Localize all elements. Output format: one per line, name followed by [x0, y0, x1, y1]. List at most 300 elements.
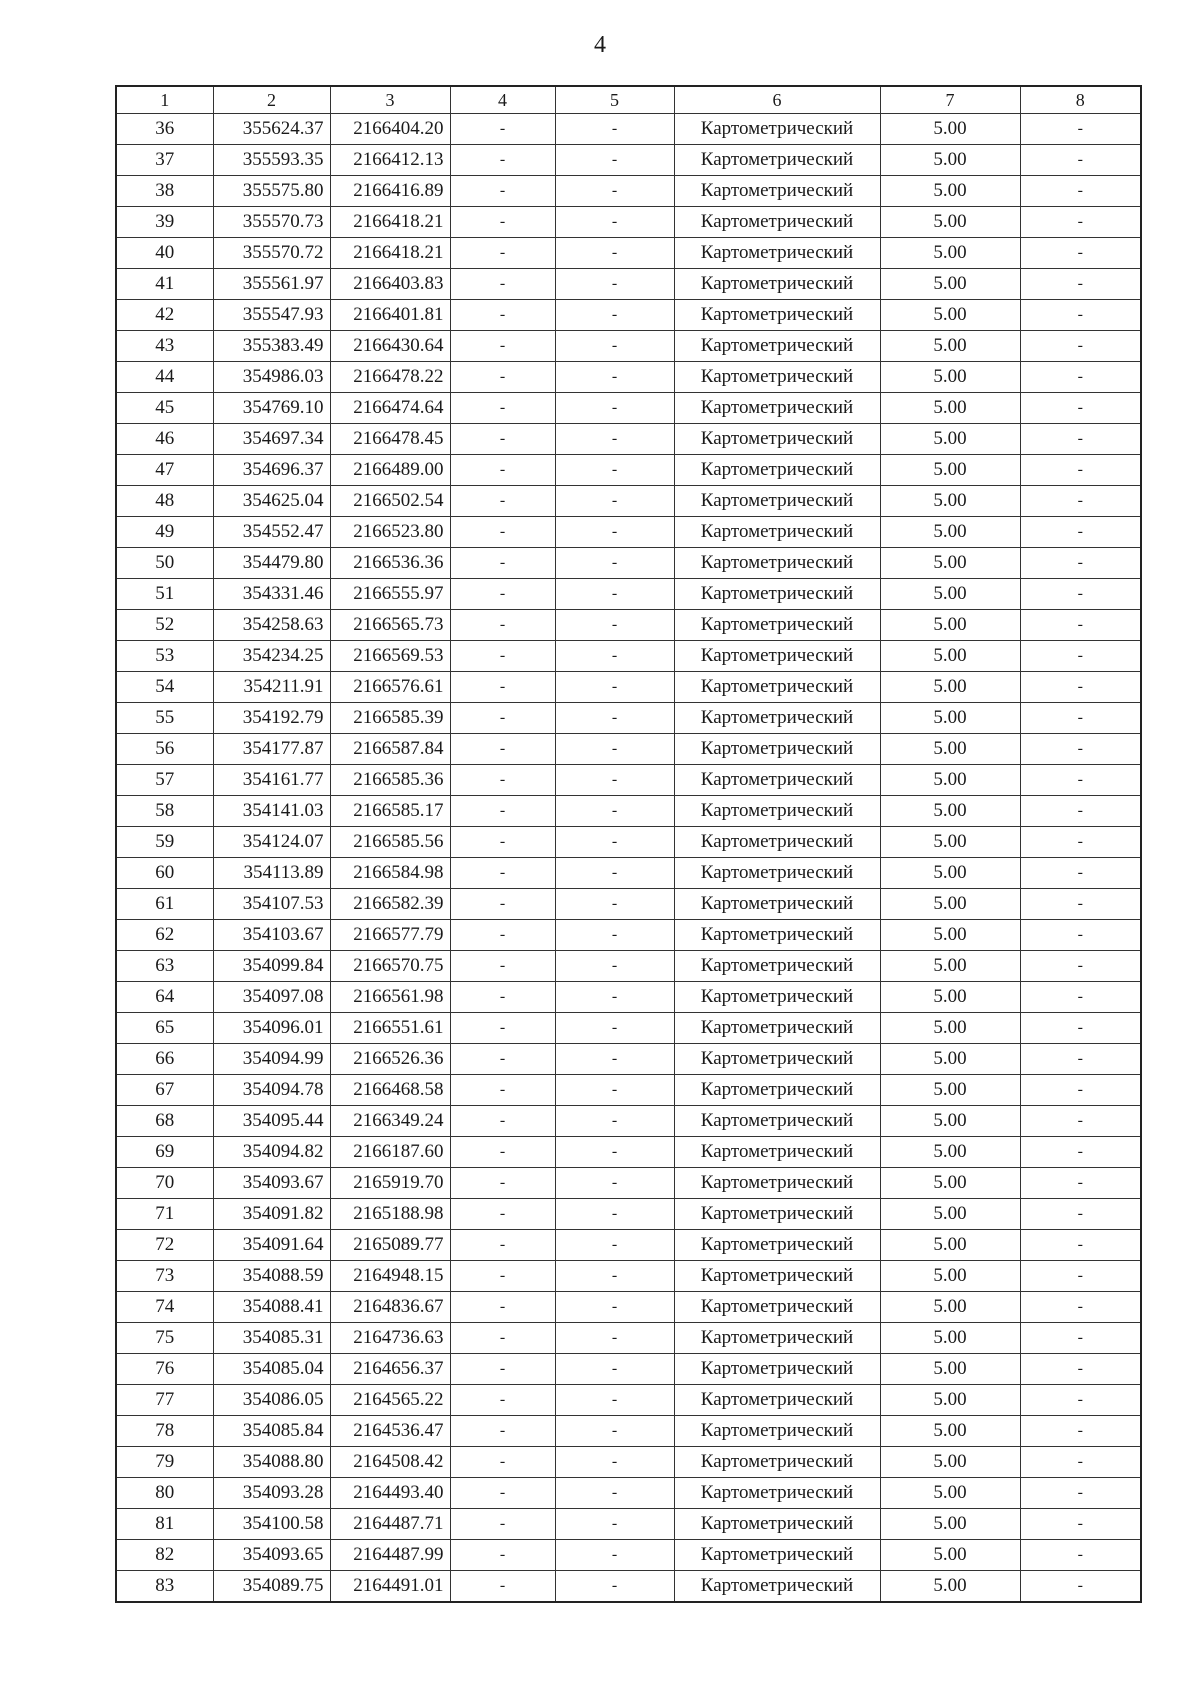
column-4-cell: - [450, 455, 555, 486]
x-coordinate-cell: 355383.49 [213, 331, 330, 362]
column-5-cell: - [555, 1013, 674, 1044]
accuracy-cell: 5.00 [880, 145, 1020, 176]
method-cell: Картометрический [674, 455, 880, 486]
table-header-row [116, 86, 1141, 114]
column-4-cell: - [450, 1292, 555, 1323]
column-5-cell: - [555, 1292, 674, 1323]
point-number-cell: 66 [116, 1044, 213, 1075]
y-coordinate-cell: 2164656.37 [330, 1354, 450, 1385]
x-coordinate-cell: 354192.79 [213, 703, 330, 734]
x-coordinate-cell: 354085.84 [213, 1416, 330, 1447]
table-row [116, 982, 1141, 1013]
accuracy-cell: 5.00 [880, 703, 1020, 734]
column-8-cell: - [1020, 1075, 1141, 1106]
y-coordinate-cell: 2166582.39 [330, 889, 450, 920]
column-4-cell: - [450, 393, 555, 424]
column-5-cell: - [555, 548, 674, 579]
x-coordinate-cell: 354088.80 [213, 1447, 330, 1478]
point-number-cell: 41 [116, 269, 213, 300]
column-4-cell: - [450, 1354, 555, 1385]
point-number-cell: 37 [116, 145, 213, 176]
y-coordinate-cell: 2166536.36 [330, 548, 450, 579]
column-8-cell: - [1020, 1571, 1141, 1603]
y-coordinate-cell: 2166561.98 [330, 982, 450, 1013]
y-coordinate-cell: 2165919.70 [330, 1168, 450, 1199]
x-coordinate-cell: 355624.37 [213, 114, 330, 145]
x-coordinate-cell: 354088.59 [213, 1261, 330, 1292]
column-4-cell: - [450, 734, 555, 765]
x-coordinate-cell: 354094.82 [213, 1137, 330, 1168]
y-coordinate-cell: 2166401.81 [330, 300, 450, 331]
table-row [116, 858, 1141, 889]
y-coordinate-cell: 2164948.15 [330, 1261, 450, 1292]
column-4-cell: - [450, 641, 555, 672]
x-coordinate-cell: 354986.03 [213, 362, 330, 393]
method-cell: Картометрический [674, 1447, 880, 1478]
method-cell: Картометрический [674, 672, 880, 703]
column-5-cell: - [555, 796, 674, 827]
accuracy-cell: 5.00 [880, 1230, 1020, 1261]
column-8-cell: - [1020, 827, 1141, 858]
point-number-cell: 49 [116, 517, 213, 548]
column-8-cell: - [1020, 455, 1141, 486]
method-cell: Картометрический [674, 114, 880, 145]
column-5-cell: - [555, 1416, 674, 1447]
x-coordinate-cell: 354107.53 [213, 889, 330, 920]
y-coordinate-cell: 2164536.47 [330, 1416, 450, 1447]
table-row [116, 1044, 1141, 1075]
table-row [116, 1261, 1141, 1292]
method-cell: Картометрический [674, 1044, 880, 1075]
accuracy-cell: 5.00 [880, 362, 1020, 393]
column-8-cell: - [1020, 238, 1141, 269]
column-5-cell: - [555, 517, 674, 548]
table-row [116, 1416, 1141, 1447]
column-8-cell: - [1020, 1509, 1141, 1540]
column-4-cell: - [450, 517, 555, 548]
x-coordinate-cell: 354113.89 [213, 858, 330, 889]
method-cell: Картометрический [674, 1013, 880, 1044]
table-row [116, 300, 1141, 331]
method-cell: Картометрический [674, 765, 880, 796]
x-coordinate-cell: 354093.65 [213, 1540, 330, 1571]
column-5-cell: - [555, 889, 674, 920]
y-coordinate-cell: 2164487.71 [330, 1509, 450, 1540]
column-4-cell: - [450, 300, 555, 331]
x-coordinate-cell: 354095.44 [213, 1106, 330, 1137]
method-cell: Картометрический [674, 796, 880, 827]
accuracy-cell: 5.00 [880, 1168, 1020, 1199]
column-8-cell: - [1020, 1323, 1141, 1354]
method-cell: Картометрический [674, 1478, 880, 1509]
column-5-cell: - [555, 486, 674, 517]
point-number-cell: 65 [116, 1013, 213, 1044]
x-coordinate-cell: 354234.25 [213, 641, 330, 672]
table-row [116, 765, 1141, 796]
method-cell: Картометрический [674, 1292, 880, 1323]
accuracy-cell: 5.00 [880, 486, 1020, 517]
table-row [116, 1106, 1141, 1137]
point-number-cell: 80 [116, 1478, 213, 1509]
column-4-cell: - [450, 703, 555, 734]
y-coordinate-cell: 2166526.36 [330, 1044, 450, 1075]
column-8-cell: - [1020, 1416, 1141, 1447]
y-coordinate-cell: 2166418.21 [330, 238, 450, 269]
column-5-cell: - [555, 1540, 674, 1571]
point-number-cell: 36 [116, 114, 213, 145]
method-cell: Картометрический [674, 207, 880, 238]
column-5-cell: - [555, 641, 674, 672]
column-8-cell: - [1020, 1044, 1141, 1075]
point-number-cell: 74 [116, 1292, 213, 1323]
column-4-cell: - [450, 920, 555, 951]
point-number-cell: 58 [116, 796, 213, 827]
column-header: 6 [674, 86, 880, 114]
point-number-cell: 51 [116, 579, 213, 610]
column-4-cell: - [450, 1540, 555, 1571]
accuracy-cell: 5.00 [880, 1261, 1020, 1292]
x-coordinate-cell: 354258.63 [213, 610, 330, 641]
accuracy-cell: 5.00 [880, 641, 1020, 672]
column-8-cell: - [1020, 765, 1141, 796]
point-number-cell: 42 [116, 300, 213, 331]
accuracy-cell: 5.00 [880, 1571, 1020, 1603]
table-row [116, 672, 1141, 703]
column-4-cell: - [450, 548, 555, 579]
column-8-cell: - [1020, 1137, 1141, 1168]
point-number-cell: 47 [116, 455, 213, 486]
column-4-cell: - [450, 269, 555, 300]
point-number-cell: 81 [116, 1509, 213, 1540]
x-coordinate-cell: 354479.80 [213, 548, 330, 579]
point-number-cell: 44 [116, 362, 213, 393]
y-coordinate-cell: 2166587.84 [330, 734, 450, 765]
y-coordinate-cell: 2165089.77 [330, 1230, 450, 1261]
x-coordinate-cell: 354094.78 [213, 1075, 330, 1106]
point-number-cell: 61 [116, 889, 213, 920]
y-coordinate-cell: 2166576.61 [330, 672, 450, 703]
x-coordinate-cell: 354552.47 [213, 517, 330, 548]
y-coordinate-cell: 2166551.61 [330, 1013, 450, 1044]
table-row [116, 796, 1141, 827]
column-5-cell: - [555, 362, 674, 393]
y-coordinate-cell: 2166418.21 [330, 207, 450, 238]
table-row [116, 1354, 1141, 1385]
column-5-cell: - [555, 610, 674, 641]
column-4-cell: - [450, 424, 555, 455]
point-number-cell: 39 [116, 207, 213, 238]
column-4-cell: - [450, 765, 555, 796]
column-4-cell: - [450, 951, 555, 982]
point-number-cell: 67 [116, 1075, 213, 1106]
x-coordinate-cell: 354097.08 [213, 982, 330, 1013]
accuracy-cell: 5.00 [880, 920, 1020, 951]
table-row [116, 114, 1141, 145]
x-coordinate-cell: 354161.77 [213, 765, 330, 796]
column-8-cell: - [1020, 176, 1141, 207]
column-8-cell: - [1020, 393, 1141, 424]
column-4-cell: - [450, 145, 555, 176]
column-8-cell: - [1020, 517, 1141, 548]
column-8-cell: - [1020, 300, 1141, 331]
column-5-cell: - [555, 207, 674, 238]
column-5-cell: - [555, 1323, 674, 1354]
point-number-cell: 52 [116, 610, 213, 641]
table-row [116, 362, 1141, 393]
x-coordinate-cell: 355575.80 [213, 176, 330, 207]
column-4-cell: - [450, 362, 555, 393]
point-number-cell: 83 [116, 1571, 213, 1603]
accuracy-cell: 5.00 [880, 951, 1020, 982]
y-coordinate-cell: 2166468.58 [330, 1075, 450, 1106]
column-8-cell: - [1020, 424, 1141, 455]
table-row [116, 734, 1141, 765]
accuracy-cell: 5.00 [880, 827, 1020, 858]
column-header: 8 [1020, 86, 1141, 114]
table-row [116, 889, 1141, 920]
x-coordinate-cell: 354093.67 [213, 1168, 330, 1199]
column-5-cell: - [555, 331, 674, 362]
x-coordinate-cell: 354096.01 [213, 1013, 330, 1044]
column-5-cell: - [555, 672, 674, 703]
column-8-cell: - [1020, 641, 1141, 672]
table-row [116, 1013, 1141, 1044]
column-4-cell: - [450, 1044, 555, 1075]
x-coordinate-cell: 354141.03 [213, 796, 330, 827]
column-8-cell: - [1020, 145, 1141, 176]
column-header: 3 [330, 86, 450, 114]
column-8-cell: - [1020, 1385, 1141, 1416]
point-number-cell: 45 [116, 393, 213, 424]
column-8-cell: - [1020, 548, 1141, 579]
y-coordinate-cell: 2166187.60 [330, 1137, 450, 1168]
accuracy-cell: 5.00 [880, 269, 1020, 300]
column-8-cell: - [1020, 1478, 1141, 1509]
column-5-cell: - [555, 982, 674, 1013]
accuracy-cell: 5.00 [880, 300, 1020, 331]
x-coordinate-cell: 354124.07 [213, 827, 330, 858]
column-5-cell: - [555, 1509, 674, 1540]
point-number-cell: 82 [116, 1540, 213, 1571]
column-5-cell: - [555, 238, 674, 269]
column-8-cell: - [1020, 1230, 1141, 1261]
table-row [116, 1447, 1141, 1478]
y-coordinate-cell: 2166555.97 [330, 579, 450, 610]
accuracy-cell: 5.00 [880, 1447, 1020, 1478]
x-coordinate-cell: 355547.93 [213, 300, 330, 331]
x-coordinate-cell: 354085.04 [213, 1354, 330, 1385]
y-coordinate-cell: 2164491.01 [330, 1571, 450, 1603]
point-number-cell: 71 [116, 1199, 213, 1230]
table-row [116, 548, 1141, 579]
column-5-cell: - [555, 1478, 674, 1509]
table-row [116, 145, 1141, 176]
column-8-cell: - [1020, 1540, 1141, 1571]
table-row [116, 455, 1141, 486]
column-5-cell: - [555, 145, 674, 176]
method-cell: Картометрический [674, 703, 880, 734]
method-cell: Картометрический [674, 610, 880, 641]
y-coordinate-cell: 2166585.36 [330, 765, 450, 796]
method-cell: Картометрический [674, 858, 880, 889]
point-number-cell: 48 [116, 486, 213, 517]
table-row [116, 269, 1141, 300]
column-5-cell: - [555, 1075, 674, 1106]
column-5-cell: - [555, 1571, 674, 1603]
method-cell: Картометрический [674, 889, 880, 920]
column-8-cell: - [1020, 1106, 1141, 1137]
column-5-cell: - [555, 1447, 674, 1478]
y-coordinate-cell: 2166577.79 [330, 920, 450, 951]
accuracy-cell: 5.00 [880, 1137, 1020, 1168]
column-4-cell: - [450, 1199, 555, 1230]
column-8-cell: - [1020, 579, 1141, 610]
column-8-cell: - [1020, 1292, 1141, 1323]
accuracy-cell: 5.00 [880, 238, 1020, 269]
table-row [116, 1478, 1141, 1509]
column-5-cell: - [555, 1106, 674, 1137]
method-cell: Картометрический [674, 300, 880, 331]
coordinates-table [115, 85, 1142, 1603]
column-5-cell: - [555, 393, 674, 424]
point-number-cell: 38 [116, 176, 213, 207]
column-8-cell: - [1020, 920, 1141, 951]
x-coordinate-cell: 354697.34 [213, 424, 330, 455]
x-coordinate-cell: 354091.82 [213, 1199, 330, 1230]
point-number-cell: 70 [116, 1168, 213, 1199]
column-8-cell: - [1020, 703, 1141, 734]
x-coordinate-cell: 354091.64 [213, 1230, 330, 1261]
y-coordinate-cell: 2164493.40 [330, 1478, 450, 1509]
column-5-cell: - [555, 1230, 674, 1261]
point-number-cell: 60 [116, 858, 213, 889]
column-5-cell: - [555, 1199, 674, 1230]
column-4-cell: - [450, 207, 555, 238]
table-row [116, 486, 1141, 517]
point-number-cell: 69 [116, 1137, 213, 1168]
column-8-cell: - [1020, 1261, 1141, 1292]
point-number-cell: 56 [116, 734, 213, 765]
column-5-cell: - [555, 579, 674, 610]
accuracy-cell: 5.00 [880, 393, 1020, 424]
accuracy-cell: 5.00 [880, 672, 1020, 703]
column-5-cell: - [555, 765, 674, 796]
page-number: 4 [594, 32, 606, 58]
column-header: 4 [450, 86, 555, 114]
column-4-cell: - [450, 114, 555, 145]
y-coordinate-cell: 2164565.22 [330, 1385, 450, 1416]
point-number-cell: 73 [116, 1261, 213, 1292]
method-cell: Картометрический [674, 548, 880, 579]
method-cell: Картометрический [674, 269, 880, 300]
method-cell: Картометрический [674, 1137, 880, 1168]
y-coordinate-cell: 2166502.54 [330, 486, 450, 517]
x-coordinate-cell: 354696.37 [213, 455, 330, 486]
table-row [116, 827, 1141, 858]
table-row [116, 207, 1141, 238]
point-number-cell: 77 [116, 1385, 213, 1416]
accuracy-cell: 5.00 [880, 1509, 1020, 1540]
method-cell: Картометрический [674, 393, 880, 424]
method-cell: Картометрический [674, 1075, 880, 1106]
column-4-cell: - [450, 1323, 555, 1354]
table-row [116, 951, 1141, 982]
method-cell: Картометрический [674, 517, 880, 548]
accuracy-cell: 5.00 [880, 858, 1020, 889]
y-coordinate-cell: 2166404.20 [330, 114, 450, 145]
method-cell: Картометрический [674, 1509, 880, 1540]
x-coordinate-cell: 355570.72 [213, 238, 330, 269]
table-row [116, 1323, 1141, 1354]
column-5-cell: - [555, 424, 674, 455]
column-8-cell: - [1020, 610, 1141, 641]
accuracy-cell: 5.00 [880, 579, 1020, 610]
column-4-cell: - [450, 176, 555, 207]
column-5-cell: - [555, 1261, 674, 1292]
method-cell: Картометрический [674, 1199, 880, 1230]
y-coordinate-cell: 2166585.56 [330, 827, 450, 858]
y-coordinate-cell: 2166489.00 [330, 455, 450, 486]
column-4-cell: - [450, 982, 555, 1013]
method-cell: Картометрический [674, 951, 880, 982]
column-5-cell: - [555, 951, 674, 982]
column-4-cell: - [450, 1168, 555, 1199]
y-coordinate-cell: 2166416.89 [330, 176, 450, 207]
table-row [116, 331, 1141, 362]
column-4-cell: - [450, 610, 555, 641]
table-row [116, 1199, 1141, 1230]
column-5-cell: - [555, 1354, 674, 1385]
table-row [116, 1075, 1141, 1106]
table-row [116, 641, 1141, 672]
point-number-cell: 43 [116, 331, 213, 362]
column-5-cell: - [555, 734, 674, 765]
point-number-cell: 50 [116, 548, 213, 579]
y-coordinate-cell: 2166412.13 [330, 145, 450, 176]
method-cell: Картометрический [674, 1106, 880, 1137]
column-4-cell: - [450, 331, 555, 362]
x-coordinate-cell: 354089.75 [213, 1571, 330, 1603]
column-5-cell: - [555, 827, 674, 858]
x-coordinate-cell: 354769.10 [213, 393, 330, 424]
y-coordinate-cell: 2166570.75 [330, 951, 450, 982]
accuracy-cell: 5.00 [880, 176, 1020, 207]
column-header: 7 [880, 86, 1020, 114]
accuracy-cell: 5.00 [880, 734, 1020, 765]
accuracy-cell: 5.00 [880, 207, 1020, 238]
column-4-cell: - [450, 672, 555, 703]
method-cell: Картометрический [674, 238, 880, 269]
y-coordinate-cell: 2166565.73 [330, 610, 450, 641]
y-coordinate-cell: 2164736.63 [330, 1323, 450, 1354]
column-4-cell: - [450, 1509, 555, 1540]
x-coordinate-cell: 354093.28 [213, 1478, 330, 1509]
method-cell: Картометрический [674, 734, 880, 765]
accuracy-cell: 5.00 [880, 1075, 1020, 1106]
column-5-cell: - [555, 269, 674, 300]
column-4-cell: - [450, 1075, 555, 1106]
y-coordinate-cell: 2166478.45 [330, 424, 450, 455]
accuracy-cell: 5.00 [880, 331, 1020, 362]
point-number-cell: 55 [116, 703, 213, 734]
column-5-cell: - [555, 1137, 674, 1168]
y-coordinate-cell: 2166478.22 [330, 362, 450, 393]
column-4-cell: - [450, 858, 555, 889]
table-row [116, 1385, 1141, 1416]
column-5-cell: - [555, 176, 674, 207]
method-cell: Картометрический [674, 145, 880, 176]
point-number-cell: 75 [116, 1323, 213, 1354]
